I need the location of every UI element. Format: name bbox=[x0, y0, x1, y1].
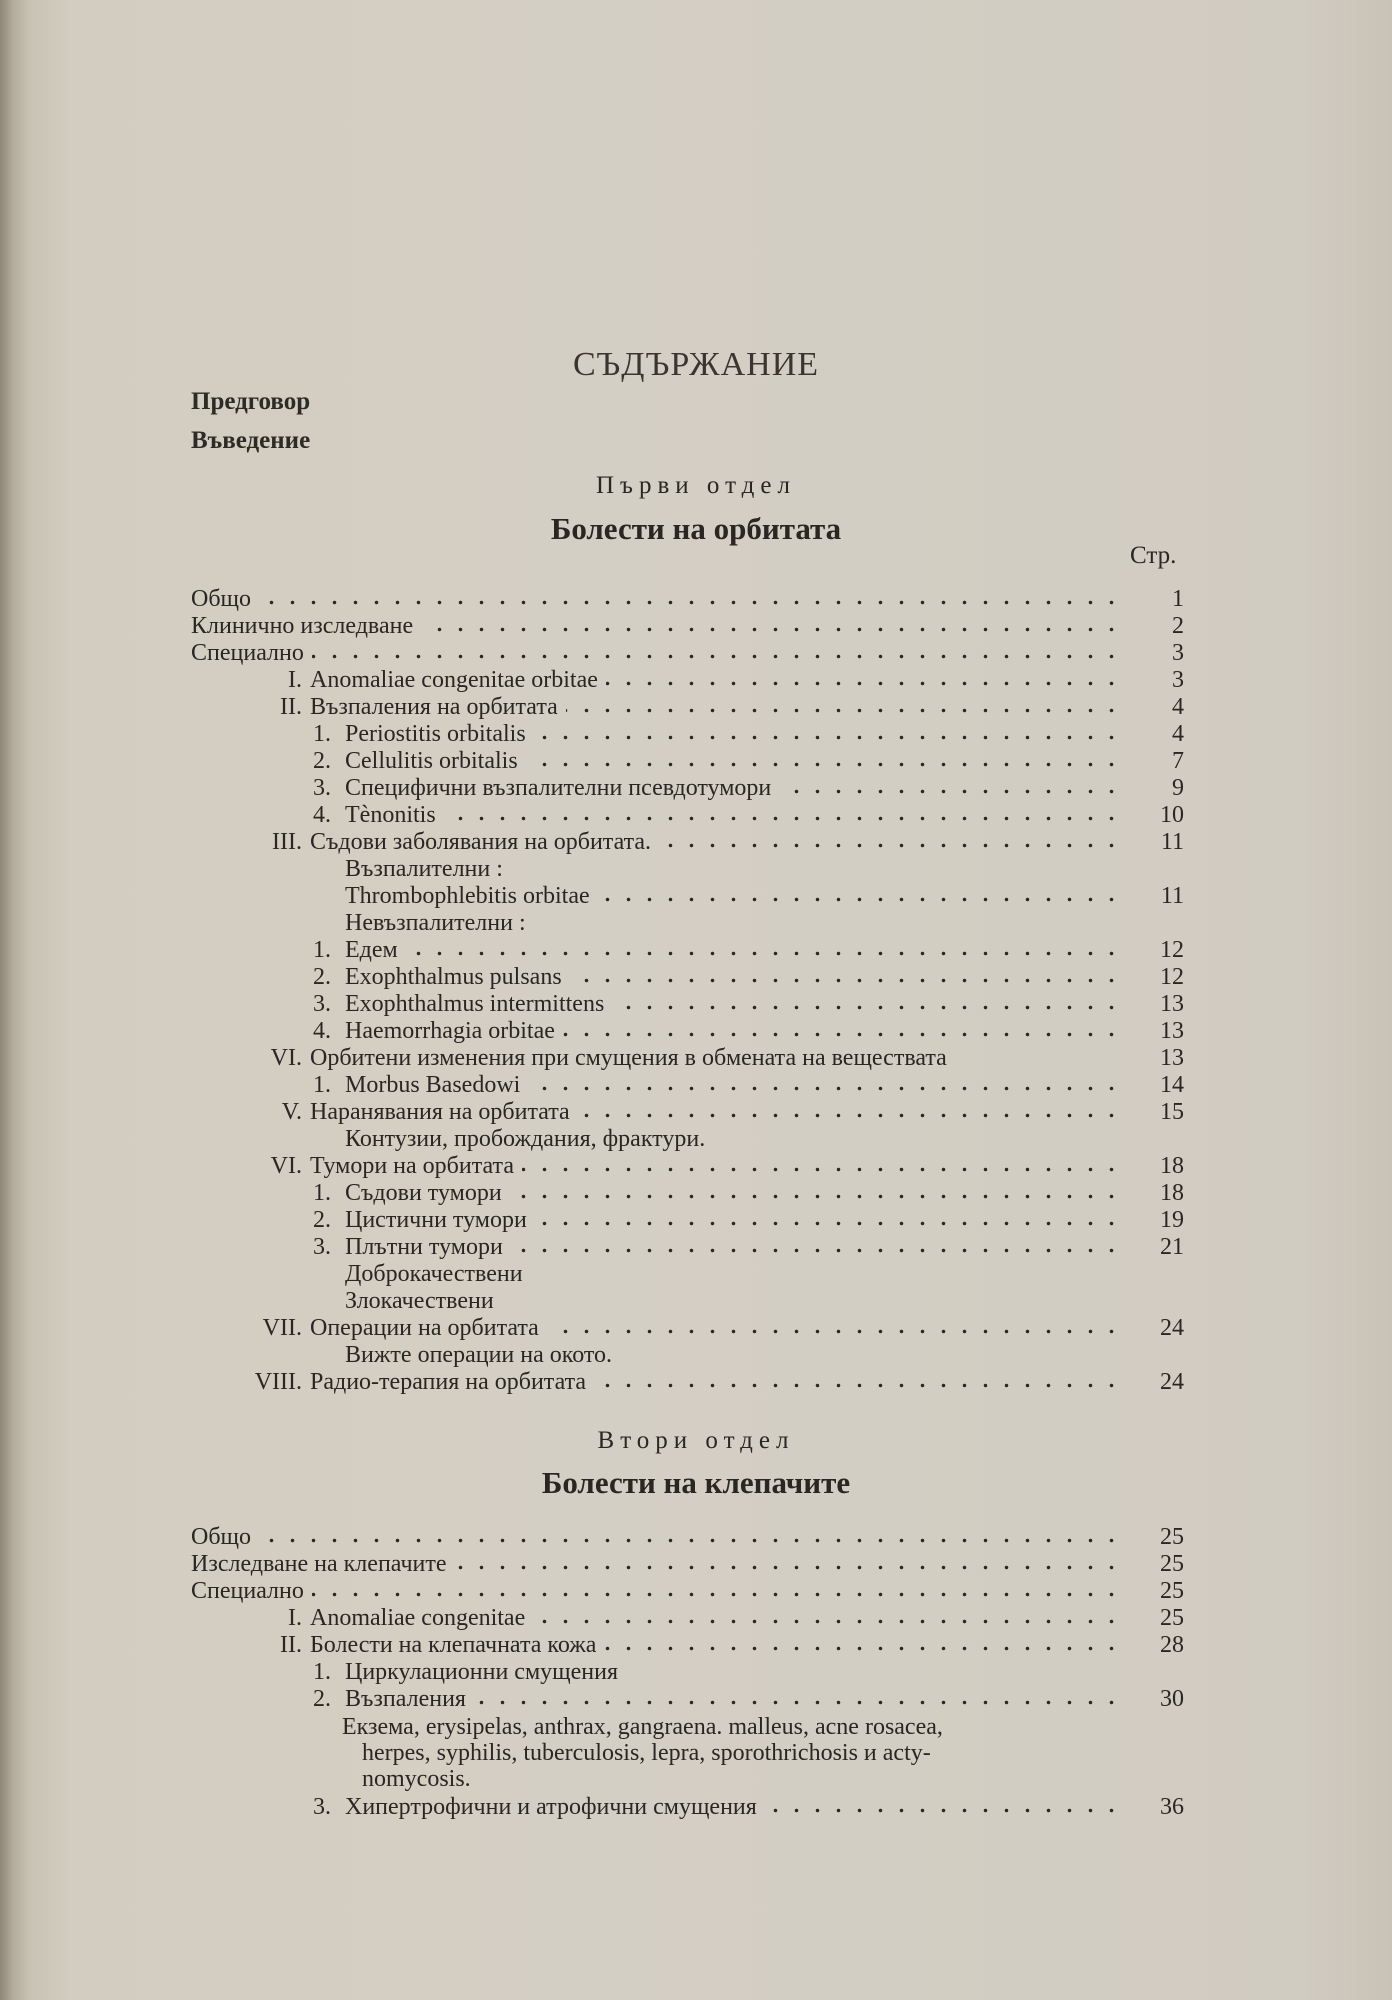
toc-entry-title: Общо bbox=[191, 1524, 252, 1550]
toc-entry bbox=[191, 721, 1184, 748]
toc-entry-number: 3. bbox=[313, 991, 331, 1017]
toc-entry bbox=[191, 1099, 1184, 1126]
toc-entry-number: I. bbox=[288, 1605, 302, 1631]
toc-entry-page: 4 bbox=[1172, 694, 1184, 720]
toc-entry-title: Едем bbox=[345, 937, 398, 963]
toc-entry-number: VI. bbox=[270, 1045, 302, 1071]
toc-entry-number: 3. bbox=[313, 775, 331, 801]
dot-leader bbox=[606, 667, 1122, 694]
toc-entry bbox=[191, 1207, 1184, 1234]
dot-leader bbox=[612, 991, 1122, 1018]
toc-entry bbox=[191, 1632, 1184, 1659]
toc-entry-title: Общо bbox=[191, 586, 252, 612]
dot-leader bbox=[598, 883, 1122, 910]
toc-entry-page: 25 bbox=[1160, 1578, 1184, 1604]
toc-entry-title: Радио-терапия на орбитата bbox=[310, 1369, 587, 1395]
toc-entry bbox=[191, 586, 1184, 613]
toc-entry-title: Цистични тумори bbox=[345, 1207, 527, 1233]
toc-entry bbox=[191, 1686, 1184, 1713]
toc-entry bbox=[191, 1126, 1184, 1153]
toc-entry bbox=[191, 640, 1184, 667]
toc-entry bbox=[191, 1659, 1184, 1686]
toc-entry-title: Вижте операции на окото. bbox=[345, 1342, 613, 1368]
toc-entry-title: Невъзпалителни : bbox=[345, 910, 526, 936]
toc-entry-number: VII. bbox=[262, 1315, 302, 1341]
dot-leader bbox=[312, 640, 1122, 667]
toc-entry-page: 19 bbox=[1160, 1207, 1184, 1233]
toc-entry-number: 2. bbox=[313, 1207, 331, 1233]
toc-entry bbox=[191, 856, 1184, 883]
toc-entry bbox=[191, 937, 1184, 964]
toc-entry-number: 2. bbox=[313, 964, 331, 990]
toc-entry-title: Хипертрофични и атрофични смущения bbox=[345, 1794, 757, 1820]
toc-entry-number: 1. bbox=[313, 1659, 331, 1685]
toc-entry bbox=[191, 964, 1184, 991]
toc-entry-page: 11 bbox=[1160, 883, 1184, 909]
dot-leader bbox=[594, 1369, 1122, 1396]
toc-entry-page: 25 bbox=[1160, 1524, 1184, 1550]
toc-entry-title: Злокачествени bbox=[345, 1288, 494, 1314]
toc-entry-page: 18 bbox=[1160, 1180, 1184, 1206]
toc-section-eyelids bbox=[191, 1524, 1184, 1821]
dot-leader bbox=[528, 1072, 1122, 1099]
toc-entry-page: 14 bbox=[1160, 1072, 1184, 1098]
toc-entry bbox=[191, 1369, 1184, 1396]
toc-entry-title: Доброкачествени bbox=[345, 1261, 523, 1287]
toc-note-line: herpes, syphilis, tuberculosis, lepra, sporothrichosis и acty- bbox=[362, 1740, 931, 1766]
dot-leader bbox=[779, 775, 1122, 802]
toc-entry bbox=[191, 883, 1184, 910]
dot-leader bbox=[534, 721, 1122, 748]
page-title: СЪДЪРЖАНИЕ bbox=[572, 346, 820, 383]
toc-entry-title: Cellulitis orbitalis bbox=[345, 748, 518, 774]
toc-note-line: Екзема, erysipelas, anthrax, gangraena. malleus, acne rosacea, bbox=[342, 1714, 943, 1740]
toc-entry bbox=[191, 1713, 1184, 1794]
toc-entry bbox=[191, 1072, 1184, 1099]
toc-entry-page: 3 bbox=[1172, 640, 1184, 666]
toc-entry-title: Специално bbox=[191, 640, 304, 666]
toc-entry bbox=[191, 1018, 1184, 1045]
toc-entry-page: 36 bbox=[1160, 1794, 1184, 1820]
toc-entry-page: 10 bbox=[1160, 802, 1184, 828]
dot-leader bbox=[570, 964, 1122, 991]
toc-entry-title: Съдови тумори bbox=[345, 1180, 502, 1206]
toc-entry bbox=[191, 1578, 1184, 1605]
toc-entry-number: III. bbox=[272, 829, 302, 855]
toc-entry bbox=[191, 802, 1184, 829]
toc-entry bbox=[191, 1288, 1184, 1315]
toc-entry-number: VIII. bbox=[254, 1369, 302, 1395]
preface-entry: Предговор bbox=[191, 388, 311, 415]
toc-entry bbox=[191, 1153, 1184, 1180]
toc-entry bbox=[191, 1551, 1184, 1578]
toc-entry-page: 9 bbox=[1172, 775, 1184, 801]
toc-entry-title: Контузии, пробождания, фрактури. bbox=[345, 1126, 706, 1152]
toc-entry-title: Специфични възпалителни псевдотумори bbox=[345, 775, 772, 801]
toc-entry bbox=[191, 667, 1184, 694]
toc-entry-title: Exophthalmus intermittens bbox=[345, 991, 605, 1017]
toc-entry bbox=[191, 1180, 1184, 1207]
toc-entry-page: 2 bbox=[1172, 613, 1184, 639]
toc-entry-page: 18 bbox=[1160, 1153, 1184, 1179]
toc-entry-page: 11 bbox=[1160, 829, 1184, 855]
toc-entry-page: 13 bbox=[1160, 991, 1184, 1017]
toc-entry bbox=[191, 613, 1184, 640]
toc-entry-title: Тумори на орбитата bbox=[310, 1153, 514, 1179]
toc-note-line: nomycosis. bbox=[362, 1766, 471, 1792]
toc-entry bbox=[191, 1315, 1184, 1342]
toc-entry-number: 1. bbox=[313, 1072, 331, 1098]
toc-entry-number: II. bbox=[280, 694, 302, 720]
toc-entry-number: 3. bbox=[313, 1234, 331, 1260]
dot-leader bbox=[455, 1551, 1122, 1578]
toc-entry bbox=[191, 991, 1184, 1018]
toc-entry-page: 13 bbox=[1160, 1018, 1184, 1044]
toc-entry-number: 3. bbox=[313, 1794, 331, 1820]
toc-entry-title: Morbus Basedowi bbox=[345, 1072, 521, 1098]
dot-leader bbox=[526, 748, 1122, 775]
dot-leader bbox=[563, 1018, 1122, 1045]
toc-entry-title: Клинично изследване bbox=[191, 613, 414, 639]
toc-entry-number: 1. bbox=[313, 721, 331, 747]
dot-leader bbox=[474, 1686, 1122, 1713]
toc-entry bbox=[191, 1261, 1184, 1288]
toc-entry-page: 24 bbox=[1160, 1315, 1184, 1341]
toc-entry-number: II. bbox=[280, 1632, 302, 1658]
toc-entry-page: 24 bbox=[1160, 1369, 1184, 1395]
dot-leader bbox=[259, 1524, 1122, 1551]
toc-entry-title: Възпалителни : bbox=[345, 856, 503, 882]
dot-leader bbox=[312, 1578, 1122, 1605]
page-column-header: Стр. bbox=[1130, 542, 1177, 569]
toc-entry-number: VI. bbox=[270, 1153, 302, 1179]
part-label: Втори отдел bbox=[597, 1427, 795, 1454]
toc-entry bbox=[191, 1234, 1184, 1261]
dot-leader bbox=[510, 1180, 1122, 1207]
toc-entry-title: Anomaliae congenitae orbitae bbox=[310, 667, 598, 693]
toc-entry-page: 30 bbox=[1160, 1686, 1184, 1712]
toc-entry bbox=[191, 1524, 1184, 1551]
toc-entry-number: I. bbox=[288, 667, 302, 693]
toc-entry-number: 1. bbox=[313, 1180, 331, 1206]
toc-entry-number: V. bbox=[281, 1099, 302, 1125]
dot-leader bbox=[566, 694, 1122, 721]
dot-leader bbox=[765, 1794, 1122, 1821]
toc-entry bbox=[191, 1045, 1184, 1072]
toc-entry-page: 25 bbox=[1160, 1605, 1184, 1631]
dot-leader bbox=[259, 586, 1122, 613]
toc-entry bbox=[191, 1605, 1184, 1632]
toc-entry-title: Болести на клепачната кожа bbox=[310, 1632, 597, 1658]
toc-entry-title: Орбитени изменения при смущения в обмената на веществата bbox=[310, 1045, 947, 1071]
dot-leader bbox=[533, 1605, 1122, 1632]
toc-entry bbox=[191, 1794, 1184, 1821]
dot-leader bbox=[535, 1207, 1122, 1234]
toc-entry-title: Thrombophlebitis orbitae bbox=[345, 883, 590, 909]
part-title: Болести на орбитата bbox=[550, 511, 842, 546]
dot-leader bbox=[522, 1153, 1122, 1180]
toc-entry-number: 2. bbox=[313, 1686, 331, 1712]
dot-leader bbox=[659, 829, 1122, 856]
toc-entry-page: 12 bbox=[1160, 937, 1184, 963]
toc-entry-title: Специално bbox=[191, 1578, 304, 1604]
toc-entry-page: 13 bbox=[1160, 1045, 1184, 1071]
toc-entry-title: Циркулационни смущения bbox=[345, 1659, 618, 1685]
toc-entry bbox=[191, 1342, 1184, 1369]
toc-entry bbox=[191, 775, 1184, 802]
toc-entry-page: 4 bbox=[1172, 721, 1184, 747]
toc-entry-page: 7 bbox=[1172, 748, 1184, 774]
toc-entry-page: 25 bbox=[1160, 1551, 1184, 1577]
toc-entry-number: 1. bbox=[313, 937, 331, 963]
part-label: Първи отдел bbox=[596, 472, 796, 499]
dot-leader bbox=[444, 802, 1122, 829]
toc-entry-page: 28 bbox=[1160, 1632, 1184, 1658]
toc-entry-title: Съдови заболявания на орбитата. bbox=[310, 829, 652, 855]
toc-entry bbox=[191, 829, 1184, 856]
toc-entry-title: Изследване на клепачите bbox=[191, 1551, 447, 1577]
toc-entry-title: Exophthalmus pulsans bbox=[345, 964, 562, 990]
dot-leader bbox=[604, 1632, 1122, 1659]
toc-entry-page: 3 bbox=[1172, 667, 1184, 693]
dot-leader bbox=[421, 613, 1122, 640]
dot-leader bbox=[578, 1099, 1122, 1126]
toc-entry-number: 4. bbox=[313, 802, 331, 828]
toc-entry-page: 12 bbox=[1160, 964, 1184, 990]
toc-entry bbox=[191, 694, 1184, 721]
part-title: Болести на клепачите bbox=[541, 1465, 851, 1500]
toc-entry-title: Наранявания на орбитата bbox=[310, 1099, 570, 1125]
toc-entry-title: Възпаления на орбитата bbox=[310, 694, 558, 720]
introduction-entry: Въведение bbox=[191, 427, 311, 454]
toc-entry bbox=[191, 748, 1184, 775]
toc-entry-title: Възпаления bbox=[345, 1686, 466, 1712]
toc-entry-title: Anomaliae congenitae bbox=[310, 1605, 526, 1631]
toc-entry-title: Haemorrhagia orbitae bbox=[345, 1018, 555, 1044]
toc-entry-page: 15 bbox=[1160, 1099, 1184, 1125]
toc-entry-number: 2. bbox=[313, 748, 331, 774]
toc-entry-title: Операции на орбитата bbox=[310, 1315, 539, 1341]
toc-section-orbit bbox=[191, 586, 1184, 1396]
toc-entry-page: 21 bbox=[1160, 1234, 1184, 1260]
dot-leader bbox=[511, 1234, 1122, 1261]
dot-leader bbox=[547, 1315, 1122, 1342]
toc-entry-title: Tènonitis bbox=[345, 802, 436, 828]
toc-entry-title: Periostitis orbitalis bbox=[345, 721, 526, 747]
toc-entry-title: Плътни тумори bbox=[345, 1234, 503, 1260]
toc-entry-number: 4. bbox=[313, 1018, 331, 1044]
toc-entry-page: 1 bbox=[1172, 586, 1184, 612]
toc-entry bbox=[191, 910, 1184, 937]
dot-leader bbox=[406, 937, 1122, 964]
